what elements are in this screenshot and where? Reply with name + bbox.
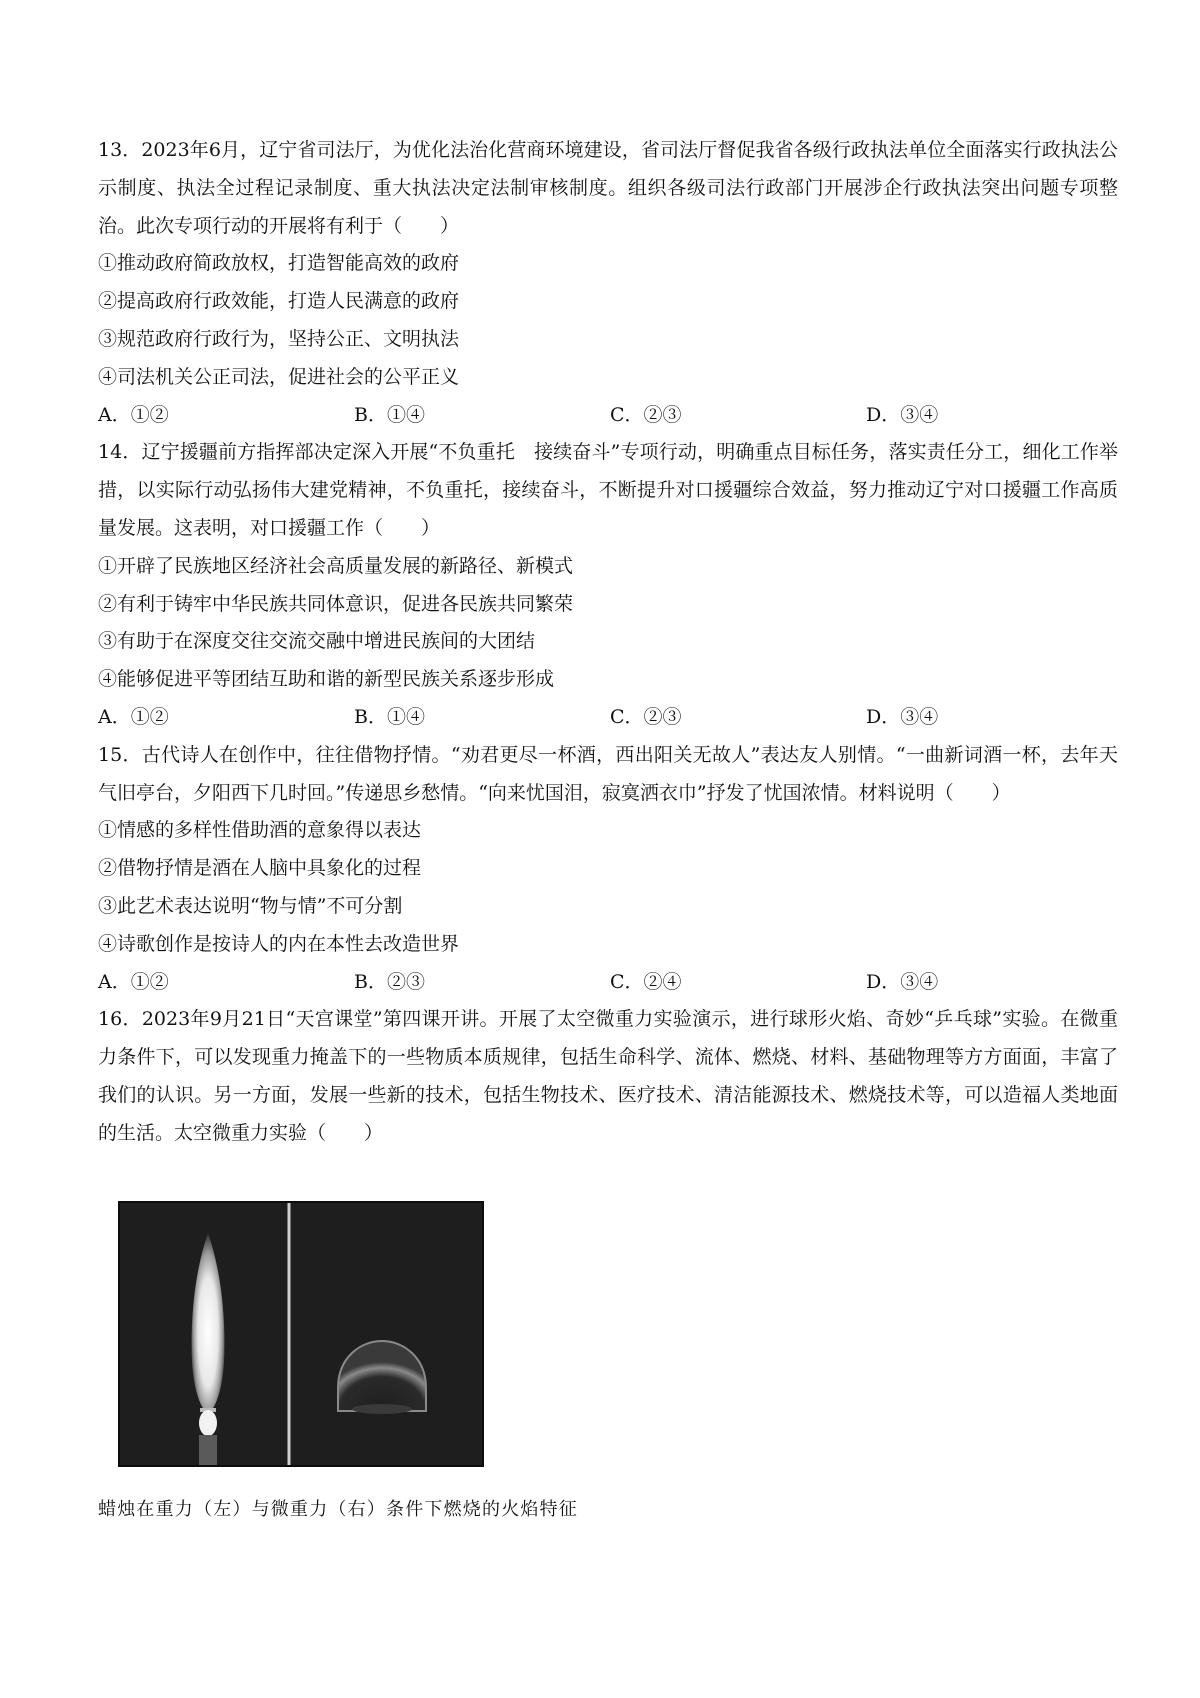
question-15	[98, 737, 1118, 1002]
answer-choice-b: B．①④	[354, 403, 425, 426]
answer-choice-b: B．①④	[354, 705, 425, 728]
answer-choice-a: A．①②	[98, 403, 169, 426]
question-stem: 14．辽宁援疆前方指挥部决定深入开展“不负重托 接续奋斗”专项行动，明确重点目标任务，落实责任分工，细化工作举措，以实际行动弘扬伟大建党精神，不负重托，接续奋斗，不断提升对口援疆综合效益，努力推动辽宁对口援疆工作高质量发展。这表明，对口援疆工作（ ）	[98, 441, 1118, 539]
answer-choice-c: C．②③	[610, 403, 682, 426]
statement-option: ①情感的多样性借助酒的意象得以表达	[98, 819, 422, 842]
answer-choice-c: C．②③	[610, 705, 682, 728]
answer-choices	[98, 397, 1118, 435]
statement-option: ③此艺术表达说明“物与情”不可分割	[98, 894, 403, 917]
answer-choice-d: D．③④	[866, 705, 939, 728]
gravity-flame	[192, 1233, 225, 1465]
answer-choice-d: D．③④	[866, 403, 939, 426]
statement-option: ④能够促进平等团结互助和谐的新型民族关系逐步形成	[98, 668, 555, 691]
flame-comparison-image	[120, 1203, 482, 1465]
answer-choices	[98, 964, 1118, 1002]
question-13	[98, 132, 1118, 434]
answer-choice-d: D．③④	[866, 970, 939, 993]
statement-option: ②有利于铸牢中华民族共同体意识，促进各民族共同繁荣	[98, 592, 574, 615]
statement-option: ①推动政府简政放权，打造智能高效的政府	[98, 252, 460, 275]
statement-option: ②提高政府行政效能，打造人民满意的政府	[98, 290, 460, 313]
statement-option: ④司法机关公正司法，促进社会的公平正义	[98, 365, 460, 388]
question-stem: 13．2023年6月，辽宁省司法厅，为优化法治化营商环境建设，省司法厅督促我省各级行政执法单位全面落实行政执法公示制度、执法全过程记录制度、重大执法决定法制审核制度。组织各级司法行政部门开展涉企行政执法突出问题专项整治。此次专项行动的开展将有利于（ ）	[98, 139, 1118, 237]
statement-option: ③规范政府行政行为，坚持公正、文明执法	[98, 327, 460, 350]
question-16	[98, 1001, 1118, 1152]
question-stem: 15．古代诗人在创作中，往往借物抒情。“劝君更尽一杯酒，西出阳关无故人”表达友人别情。“一曲新词酒一杯，去年天气旧亭台，夕阳西下几时回。”传递思乡愁情。“向来忧国泪，寂寞洒衣巾”抒发了忧国浓情。材料说明（ ）	[98, 743, 1118, 804]
candle-flame-figure	[98, 1189, 478, 1469]
statement-option: ②借物抒情是酒在人脑中具象化的过程	[98, 857, 422, 880]
answer-choice-a: A．①②	[98, 705, 169, 728]
answer-choices	[98, 699, 1118, 737]
question-stem: 16．2023年9月21日“天宫课堂”第四课开讲。开展了太空微重力实验演示，进行球形火焰、奇妙“乒乓球”实验。在微重力条件下，可以发现重力掩盖下的一些物质本质规律，包括生命科学、流体、燃烧、材料、基础物理等方方面面，丰富了我们的认识。另一方面，发展一些新的技术，包括生物技术、医疗技术、清洁能源技术、燃烧技术等，可以造福人类地面的生活。太空微重力实验（ ）	[98, 1008, 1118, 1144]
answer-choice-c: C．②④	[610, 970, 682, 993]
question-list	[98, 132, 1118, 1521]
statement-option: ③有助于在深度交往交流交融中增进民族间的大团结	[98, 630, 536, 653]
answer-choice-a: A．①②	[98, 970, 169, 993]
candle-flame-photo	[118, 1201, 484, 1467]
answer-choice-b: B．②③	[354, 970, 425, 993]
question-14	[98, 434, 1118, 736]
statement-option: ①开辟了民族地区经济社会高质量发展的新路径、新模式	[98, 554, 574, 577]
figure-caption: 蜡烛在重力（左）与微重力（右）条件下燃烧的火焰特征	[98, 1498, 578, 1520]
microgravity-flame	[338, 1341, 426, 1414]
statement-option: ④诗歌创作是按诗人的内在本性去改造世界	[98, 932, 460, 955]
